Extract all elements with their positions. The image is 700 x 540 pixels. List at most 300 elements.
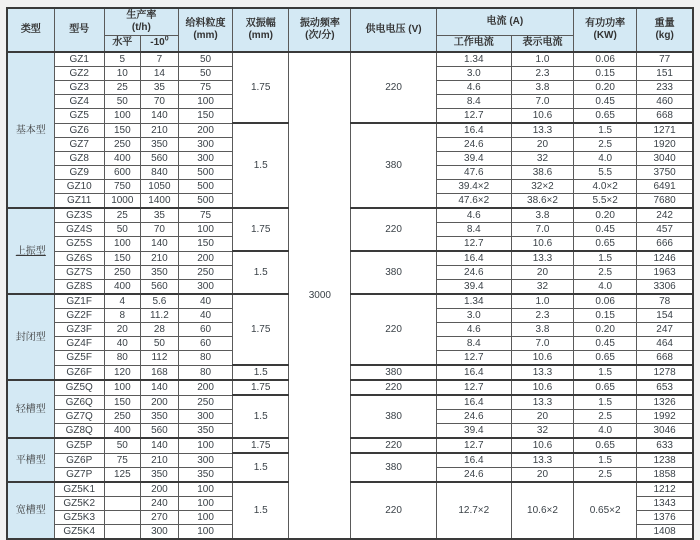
- cell-weight: 1238: [637, 453, 693, 468]
- table-row: [7, 438, 693, 453]
- cell-incline: 140: [140, 438, 178, 453]
- cell-feed-size: 100: [178, 497, 232, 511]
- cell-model: GZ10: [54, 180, 104, 194]
- cell-horizontal: 5: [104, 52, 140, 67]
- header-frequency: [289, 8, 351, 52]
- cell-power: 2.5: [574, 138, 637, 152]
- cell-working-current: 12.7: [436, 438, 511, 453]
- cell-model: GZ2F: [54, 309, 104, 323]
- header-incline-sup: 0: [164, 35, 169, 43]
- cell-feed-size: 100: [178, 438, 232, 453]
- cell-power: 1.5: [574, 365, 637, 380]
- cell-incline: 70: [140, 223, 178, 237]
- cell-working-current: 39.4×2: [436, 180, 511, 194]
- cell-amplitude: 1.75: [233, 438, 289, 453]
- cell-feed-size: 150: [178, 109, 232, 124]
- cell-power: 0.65: [574, 351, 637, 366]
- cell-working-current: 3.0: [436, 67, 511, 81]
- cell-indicated-current: 32: [511, 152, 573, 166]
- cell-indicated-current: 2.3: [511, 67, 573, 81]
- cell-incline: 5.6: [140, 294, 178, 309]
- cell-model: GZ2: [54, 67, 104, 81]
- cell-working-current: 3.0: [436, 309, 511, 323]
- cell-indicated-current: 20: [511, 468, 573, 483]
- cell-working-current: 1.34: [436, 52, 511, 67]
- cell-power: 0.15: [574, 309, 637, 323]
- type-cell: 基本型: [7, 52, 54, 208]
- header-feed-size-label: 给料粒度: [185, 18, 226, 29]
- cell-feed-size: 350: [178, 468, 232, 483]
- cell-indicated-current: 1.0: [511, 52, 573, 67]
- cell-feed-size: 300: [178, 138, 232, 152]
- cell-horizontal: [104, 511, 140, 525]
- cell-incline: 560: [140, 152, 178, 166]
- cell-feed-size: 80: [178, 365, 232, 380]
- cell-working-current: 39.4: [436, 424, 511, 439]
- cell-model: GZ3F: [54, 323, 104, 337]
- cell-amplitude: 1.5: [233, 453, 289, 482]
- cell-model: GZ6F: [54, 365, 104, 380]
- cell-power: 0.06: [574, 52, 637, 67]
- header-current: 电流 (A): [436, 8, 573, 35]
- cell-amplitude: 1.75: [233, 52, 289, 123]
- spec-table-body: [7, 52, 693, 539]
- table-row: [7, 123, 693, 138]
- cell-weight: 78: [637, 294, 693, 309]
- cell-feed-size: 300: [178, 152, 232, 166]
- cell-horizontal: 75: [104, 453, 140, 468]
- header-weight-unit: (kg): [655, 30, 674, 41]
- cell-feed-size: 50: [178, 52, 232, 67]
- spec-table: [6, 7, 694, 540]
- cell-incline: 210: [140, 251, 178, 266]
- table-row: [7, 52, 693, 67]
- cell-indicated-current: 32×2: [511, 180, 573, 194]
- cell-power: 0.20: [574, 323, 637, 337]
- cell-incline: 350: [140, 410, 178, 424]
- cell-model: GZ1F: [54, 294, 104, 309]
- cell-voltage: 220: [351, 380, 436, 395]
- cell-indicated-current: 3.8: [511, 208, 573, 223]
- type-cell: 封闭型: [7, 294, 54, 380]
- cell-feed-size: 300: [178, 410, 232, 424]
- cell-feed-size: 250: [178, 395, 232, 410]
- cell-incline: 50: [140, 337, 178, 351]
- cell-working-current: 16.4: [436, 365, 511, 380]
- cell-feed-size: 500: [178, 180, 232, 194]
- header-amplitude-unit: (mm): [248, 30, 273, 41]
- cell-working-current: 12.7×2: [436, 482, 511, 539]
- cell-incline: 28: [140, 323, 178, 337]
- cell-weight: 3750: [637, 166, 693, 180]
- cell-incline: 11.2: [140, 309, 178, 323]
- cell-horizontal: 750: [104, 180, 140, 194]
- cell-horizontal: 100: [104, 237, 140, 252]
- cell-working-current: 16.4: [436, 123, 511, 138]
- cell-indicated-current: 13.3: [511, 395, 573, 410]
- cell-feed-size: 100: [178, 525, 232, 540]
- header-amplitude-label: 双振幅: [245, 18, 276, 29]
- cell-horizontal: 125: [104, 468, 140, 483]
- cell-power: 1.5: [574, 453, 637, 468]
- cell-voltage: 380: [351, 251, 436, 294]
- cell-weight: 668: [637, 351, 693, 366]
- cell-power: 0.65: [574, 438, 637, 453]
- table-row: [7, 365, 693, 380]
- cell-weight: 7680: [637, 194, 693, 209]
- cell-model: GZ8: [54, 152, 104, 166]
- cell-power: 1.5: [574, 123, 637, 138]
- cell-model: GZ7: [54, 138, 104, 152]
- cell-weight: 668: [637, 109, 693, 124]
- cell-horizontal: 50: [104, 438, 140, 453]
- cell-incline: 1400: [140, 194, 178, 209]
- cell-indicated-current: 10.6: [511, 438, 573, 453]
- cell-power: 0.65: [574, 380, 637, 395]
- cell-incline: 35: [140, 81, 178, 95]
- cell-feed-size: 75: [178, 208, 232, 223]
- cell-horizontal: 400: [104, 280, 140, 295]
- cell-indicated-current: 7.0: [511, 337, 573, 351]
- cell-model: GZ8Q: [54, 424, 104, 439]
- table-row: [7, 208, 693, 223]
- cell-weight: 1271: [637, 123, 693, 138]
- cell-incline: 1050: [140, 180, 178, 194]
- cell-working-current: 24.6: [436, 138, 511, 152]
- cell-feed-size: 40: [178, 309, 232, 323]
- header-power-unit: (KW): [593, 30, 617, 41]
- cell-indicated-current: 7.0: [511, 95, 573, 109]
- cell-power: 1.5: [574, 395, 637, 410]
- cell-power: 2.5: [574, 468, 637, 483]
- cell-model: GZ3: [54, 81, 104, 95]
- cell-power: 0.65×2: [574, 482, 637, 539]
- cell-horizontal: 150: [104, 123, 140, 138]
- cell-indicated-current: 10.6: [511, 351, 573, 366]
- header-type: 类型: [7, 8, 54, 52]
- cell-horizontal: 400: [104, 152, 140, 166]
- cell-power: 4.0: [574, 280, 637, 295]
- cell-weight: 1326: [637, 395, 693, 410]
- cell-horizontal: 100: [104, 380, 140, 395]
- cell-power: 0.20: [574, 81, 637, 95]
- cell-incline: 35: [140, 208, 178, 223]
- cell-horizontal: 250: [104, 138, 140, 152]
- cell-feed-size: 40: [178, 294, 232, 309]
- cell-working-current: 12.7: [436, 380, 511, 395]
- cell-incline: 300: [140, 525, 178, 540]
- cell-indicated-current: 20: [511, 266, 573, 280]
- cell-model: GZ4S: [54, 223, 104, 237]
- cell-weight: 464: [637, 337, 693, 351]
- cell-indicated-current: 2.3: [511, 309, 573, 323]
- cell-amplitude: 1.5: [233, 123, 289, 208]
- type-cell: 上振型: [7, 208, 54, 294]
- header-horizontal: 水平: [104, 35, 140, 52]
- cell-model: GZ7Q: [54, 410, 104, 424]
- cell-incline: 840: [140, 166, 178, 180]
- cell-model: GZ5P: [54, 438, 104, 453]
- table-row: [7, 251, 693, 266]
- cell-indicated-current: 32: [511, 424, 573, 439]
- cell-feed-size: 300: [178, 280, 232, 295]
- cell-incline: 200: [140, 482, 178, 497]
- cell-horizontal: 400: [104, 424, 140, 439]
- header-weight-label: 重量: [654, 18, 675, 29]
- cell-feed-size: 200: [178, 123, 232, 138]
- cell-horizontal: [104, 525, 140, 540]
- cell-indicated-current: 10.6×2: [511, 482, 573, 539]
- cell-feed-size: 100: [178, 223, 232, 237]
- header-power: [574, 8, 637, 52]
- header-feed-size: [178, 8, 232, 52]
- header-productivity: [104, 8, 178, 35]
- cell-amplitude: 1.75: [233, 294, 289, 365]
- cell-horizontal: 250: [104, 266, 140, 280]
- table-header: [7, 8, 693, 52]
- cell-working-current: 1.34: [436, 294, 511, 309]
- cell-feed-size: 200: [178, 380, 232, 395]
- cell-model: GZ6: [54, 123, 104, 138]
- cell-model: GZ5K3: [54, 511, 104, 525]
- cell-model: GZ6Q: [54, 395, 104, 410]
- header-weight: [637, 8, 693, 52]
- cell-model: GZ6P: [54, 453, 104, 468]
- cell-indicated-current: 13.3: [511, 453, 573, 468]
- cell-working-current: 8.4: [436, 95, 511, 109]
- table-row: [7, 453, 693, 468]
- table-row: [7, 395, 693, 410]
- cell-model: GZ1: [54, 52, 104, 67]
- cell-working-current: 4.6: [436, 208, 511, 223]
- cell-feed-size: 350: [178, 424, 232, 439]
- cell-power: 5.5×2: [574, 194, 637, 209]
- cell-incline: 140: [140, 237, 178, 252]
- cell-horizontal: 250: [104, 410, 140, 424]
- cell-weight: 666: [637, 237, 693, 252]
- cell-working-current: 8.4: [436, 337, 511, 351]
- cell-amplitude: 1.5: [233, 482, 289, 539]
- cell-working-current: 39.4: [436, 280, 511, 295]
- cell-weight: 1246: [637, 251, 693, 266]
- cell-incline: 140: [140, 109, 178, 124]
- cell-working-current: 12.7: [436, 351, 511, 366]
- cell-weight: 1858: [637, 468, 693, 483]
- cell-weight: 1920: [637, 138, 693, 152]
- cell-incline: 210: [140, 453, 178, 468]
- cell-voltage: 380: [351, 395, 436, 438]
- cell-weight: 1992: [637, 410, 693, 424]
- cell-horizontal: 1000: [104, 194, 140, 209]
- cell-weight: 1278: [637, 365, 693, 380]
- cell-model: GZ4: [54, 95, 104, 109]
- cell-feed-size: 500: [178, 194, 232, 209]
- cell-feed-size: 80: [178, 351, 232, 366]
- cell-power: 2.5: [574, 266, 637, 280]
- cell-feed-size: 500: [178, 166, 232, 180]
- cell-incline: 210: [140, 123, 178, 138]
- type-cell: 轻槽型: [7, 380, 54, 438]
- cell-voltage: 380: [351, 453, 436, 482]
- cell-incline: 7: [140, 52, 178, 67]
- cell-model: GZ5: [54, 109, 104, 124]
- cell-weight: 6491: [637, 180, 693, 194]
- header-working-current: 工作电流: [436, 35, 511, 52]
- header-power-label: 有功功率: [585, 18, 626, 29]
- cell-incline: 270: [140, 511, 178, 525]
- cell-working-current: 8.4: [436, 223, 511, 237]
- cell-model: GZ9: [54, 166, 104, 180]
- cell-model: GZ5S: [54, 237, 104, 252]
- cell-weight: 633: [637, 438, 693, 453]
- cell-feed-size: 100: [178, 482, 232, 497]
- header-frequency-unit: (次/分): [305, 30, 335, 41]
- cell-model: GZ5K1: [54, 482, 104, 497]
- cell-indicated-current: 3.8: [511, 323, 573, 337]
- cell-feed-size: 100: [178, 511, 232, 525]
- cell-amplitude: 1.75: [233, 208, 289, 251]
- cell-horizontal: 100: [104, 109, 140, 124]
- header-productivity-unit: (t/h): [131, 21, 151, 33]
- cell-indicated-current: 20: [511, 410, 573, 424]
- cell-amplitude: 1.5: [233, 251, 289, 294]
- cell-weight: 233: [637, 81, 693, 95]
- cell-working-current: 39.4: [436, 152, 511, 166]
- cell-incline: 560: [140, 424, 178, 439]
- cell-horizontal: 80: [104, 351, 140, 366]
- cell-model: GZ11: [54, 194, 104, 209]
- cell-indicated-current: 13.3: [511, 251, 573, 266]
- header-voltage: 供电电压 (V): [351, 8, 436, 52]
- cell-incline: 350: [140, 266, 178, 280]
- cell-model: GZ4F: [54, 337, 104, 351]
- header-feed-size-unit: (mm): [193, 30, 218, 41]
- cell-incline: 140: [140, 380, 178, 395]
- cell-working-current: 47.6×2: [436, 194, 511, 209]
- cell-voltage: 220: [351, 438, 436, 453]
- cell-indicated-current: 7.0: [511, 223, 573, 237]
- cell-horizontal: 150: [104, 395, 140, 410]
- cell-incline: 200: [140, 395, 178, 410]
- cell-incline: 350: [140, 138, 178, 152]
- cell-power: 5.5: [574, 166, 637, 180]
- cell-voltage: 220: [351, 208, 436, 251]
- cell-indicated-current: 10.6: [511, 380, 573, 395]
- cell-feed-size: 300: [178, 453, 232, 468]
- cell-horizontal: 600: [104, 166, 140, 180]
- cell-indicated-current: 13.3: [511, 123, 573, 138]
- cell-model: GZ3S: [54, 208, 104, 223]
- cell-indicated-current: 10.6: [511, 237, 573, 252]
- header-incline: $-10^0$: [140, 35, 178, 52]
- cell-feed-size: 60: [178, 323, 232, 337]
- cell-weight: 3306: [637, 280, 693, 295]
- cell-power: 2.5: [574, 410, 637, 424]
- cell-power: 0.20: [574, 208, 637, 223]
- table-row: [7, 482, 693, 497]
- cell-power: 0.65: [574, 109, 637, 124]
- cell-incline: 240: [140, 497, 178, 511]
- cell-feed-size: 60: [178, 337, 232, 351]
- cell-weight: 1408: [637, 525, 693, 540]
- cell-working-current: 24.6: [436, 266, 511, 280]
- cell-feed-size: 200: [178, 251, 232, 266]
- cell-feed-size: 150: [178, 237, 232, 252]
- cell-indicated-current: 10.6: [511, 109, 573, 124]
- cell-weight: 3040: [637, 152, 693, 166]
- cell-indicated-current: 3.8: [511, 81, 573, 95]
- cell-feed-size: 100: [178, 95, 232, 109]
- cell-model: GZ7P: [54, 468, 104, 483]
- cell-indicated-current: 38.6: [511, 166, 573, 180]
- cell-weight: 1376: [637, 511, 693, 525]
- cell-working-current: 12.7: [436, 237, 511, 252]
- cell-working-current: 16.4: [436, 453, 511, 468]
- cell-power: 0.45: [574, 223, 637, 237]
- cell-incline: 112: [140, 351, 178, 366]
- cell-horizontal: 25: [104, 208, 140, 223]
- cell-power: 1.5: [574, 251, 637, 266]
- cell-horizontal: 150: [104, 251, 140, 266]
- cell-model: GZ5K4: [54, 525, 104, 540]
- cell-incline: 168: [140, 365, 178, 380]
- cell-indicated-current: 38.6×2: [511, 194, 573, 209]
- cell-power: 0.65: [574, 237, 637, 252]
- cell-working-current: 12.7: [436, 109, 511, 124]
- cell-indicated-current: 1.0: [511, 294, 573, 309]
- cell-incline: 14: [140, 67, 178, 81]
- cell-weight: 247: [637, 323, 693, 337]
- cell-feed-size: 50: [178, 67, 232, 81]
- cell-weight: 151: [637, 67, 693, 81]
- cell-model: GZ8S: [54, 280, 104, 295]
- cell-incline: 560: [140, 280, 178, 295]
- header-indicated-current: 表示电流: [511, 35, 573, 52]
- cell-indicated-current: 13.3: [511, 365, 573, 380]
- cell-incline: 350: [140, 468, 178, 483]
- cell-horizontal: [104, 497, 140, 511]
- cell-weight: 1212: [637, 482, 693, 497]
- cell-weight: 154: [637, 309, 693, 323]
- cell-incline: 70: [140, 95, 178, 109]
- cell-power: 4.0: [574, 424, 637, 439]
- cell-horizontal: 25: [104, 81, 140, 95]
- cell-horizontal: 50: [104, 223, 140, 237]
- cell-power: 0.06: [574, 294, 637, 309]
- cell-power: 4.0×2: [574, 180, 637, 194]
- header-frequency-label: 振动频率: [299, 18, 340, 29]
- cell-power: 0.45: [574, 337, 637, 351]
- cell-horizontal: 10: [104, 67, 140, 81]
- cell-model: GZ6S: [54, 251, 104, 266]
- cell-weight: 653: [637, 380, 693, 395]
- header-model: 型号: [54, 8, 104, 52]
- type-cell: 平槽型: [7, 438, 54, 482]
- cell-voltage: 220: [351, 294, 436, 365]
- cell-model: GZ5Q: [54, 380, 104, 395]
- cell-voltage: 220: [351, 52, 436, 123]
- cell-amplitude: 1.75: [233, 380, 289, 395]
- cell-voltage: 380: [351, 365, 436, 380]
- cell-weight: 457: [637, 223, 693, 237]
- header-amplitude: [233, 8, 289, 52]
- cell-working-current: 16.4: [436, 395, 511, 410]
- cell-frequency: 3000: [289, 52, 351, 539]
- cell-power: 0.15: [574, 67, 637, 81]
- cell-indicated-current: 20: [511, 138, 573, 152]
- cell-model: GZ5K2: [54, 497, 104, 511]
- cell-working-current: 4.6: [436, 323, 511, 337]
